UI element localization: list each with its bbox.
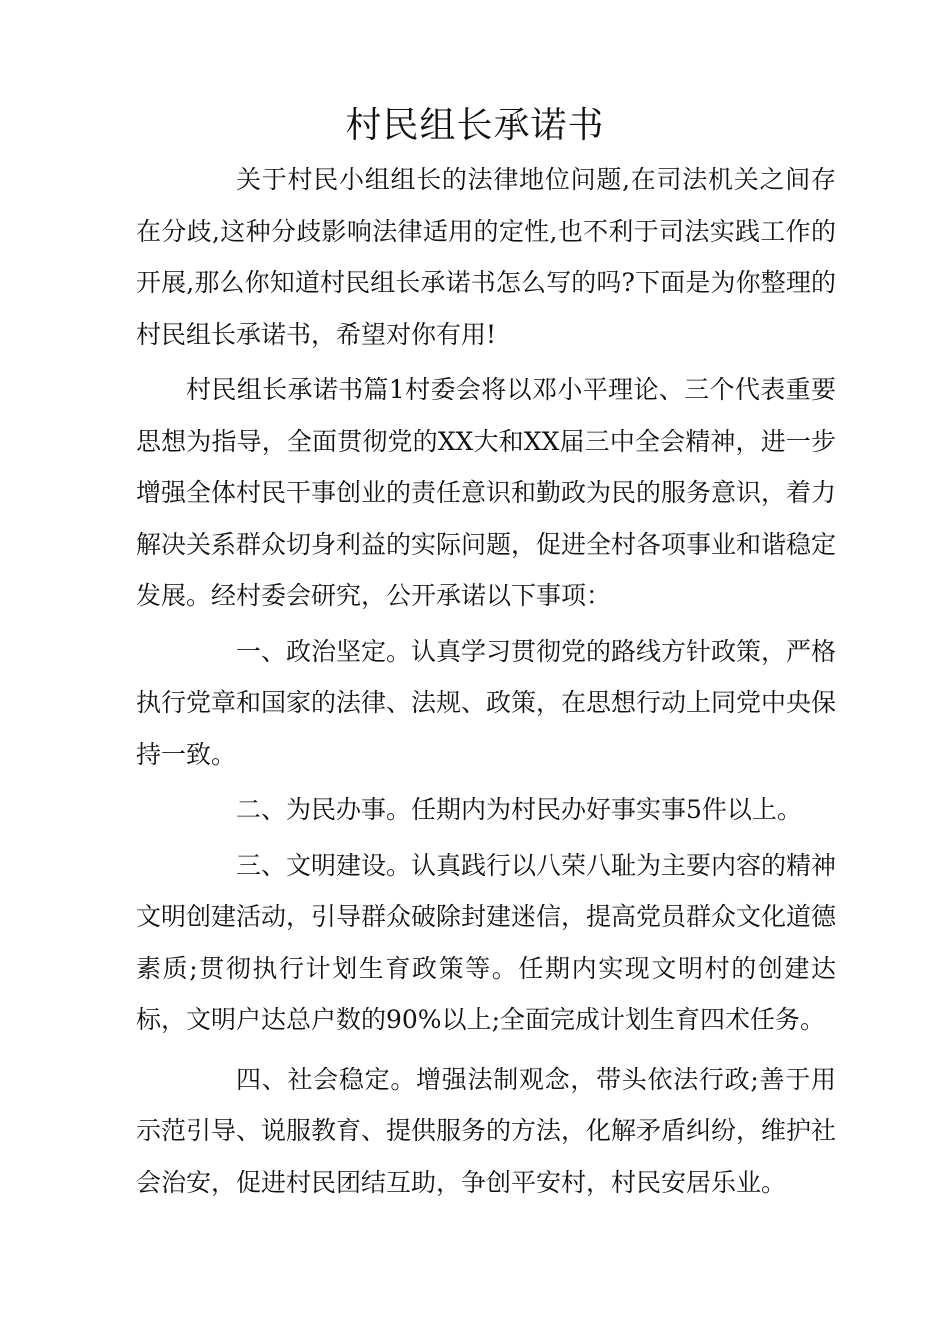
item-stability-paragraph: 四、社会稳定。增强法制观念，带头依法行政;善于用示范引导、说服教育、提供服务的方法，化解矛盾纠纷，维护社会治安，促进村民团结互助，争创平安村，村民安居乐业。 xyxy=(136,1064,837,1197)
item-political-paragraph: 一、政治坚定。认真学习贯彻党的路线方针政策，严格执行党章和国家的法律、法规、政策，在思想行动上同党中央保持一致。 xyxy=(136,636,837,769)
item-civilization-paragraph: 三、文明建设。认真践行以八荣八耻为主要内容的精神文明创建活动，引导群众破除封建迷信，提高党员群众文化道德素质;贯彻执行计划生育政策等。任期内实现文明村的创建达标，文明户达总户数的90%以上;全面完成计划生育四术任务。 xyxy=(136,850,837,1034)
document-title: 村民组长承诺书 xyxy=(345,105,605,146)
intro-paragraph: 关于村民小组组长的法律地位问题,在司法机关之间存在分歧,这种分歧影响法律适用的定性,也不利于司法实践工作的开展,那么你知道村民组长承诺书怎么写的吗?下面是为你整理的村民组长承诺书，希望对你有用! xyxy=(136,165,836,349)
commitment-intro-paragraph: 村民组长承诺书篇1村委会将以邓小平理论、三个代表重要思想为指导，全面贯彻党的XX大和XX届三中全会精神，进一步增强全体村民干事创业的责任意识和勤政为民的服务意识，着力解决关系群众切身利益的实际问题，促进全村各项事业和谐稳定发展。经村委会研究，公开承诺以下事项： xyxy=(136,375,837,610)
item-service-paragraph: 二、为民办事。任期内为村民办好事实事5件以上。 xyxy=(236,795,802,824)
document-body xyxy=(136,154,836,1208)
